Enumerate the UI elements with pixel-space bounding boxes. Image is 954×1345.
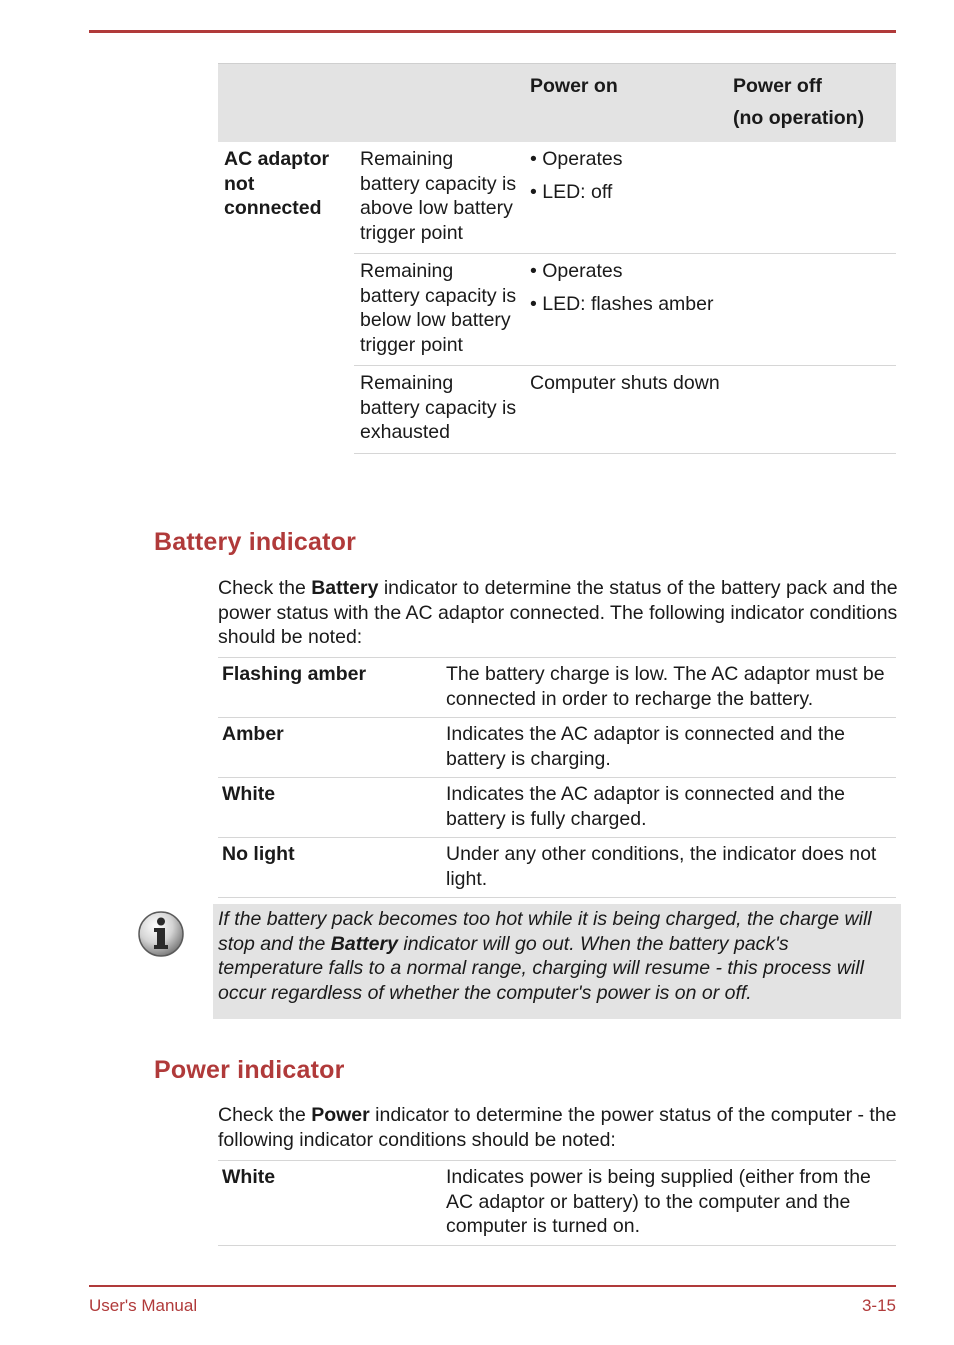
power-on-cell (524, 254, 727, 366)
power-off-cell (727, 142, 896, 254)
footer-rule (89, 1285, 896, 1287)
indicator-description: Indicates the AC adaptor is connected and the battery is charging. (442, 718, 896, 778)
battery-indicator-table (218, 657, 896, 898)
table-row (218, 658, 896, 718)
table-row (218, 718, 896, 778)
power-state-table (218, 63, 896, 454)
power-on-cell (524, 366, 727, 454)
footer-manual-title: User's Manual (89, 1296, 198, 1315)
power-off-cell (727, 254, 896, 366)
table-row (218, 142, 896, 254)
text-run: indicator to determine the power status of the computer - the following indicator conditions should be noted: (218, 1104, 897, 1151)
indicator-term: White (218, 778, 442, 838)
power-indicator-heading: Power indicator (154, 1056, 345, 1084)
text-run: Check the (218, 1104, 312, 1126)
indicator-term: Amber (218, 718, 442, 778)
power-on-cell (524, 142, 727, 254)
condition-cell: Remaining battery capacity is exhausted (354, 366, 524, 454)
condition-cell: Remaining battery capacity is below low battery trigger point (354, 254, 524, 366)
indicator-term: No light (218, 838, 442, 898)
header-cell-blank-1 (218, 64, 354, 143)
battery-intro-paragraph (218, 576, 898, 650)
table-header-row (218, 64, 896, 143)
header-power-off (727, 64, 896, 143)
bold-term: Battery (330, 932, 398, 955)
header-power-off-label: Power off (733, 75, 822, 97)
header-cell-blank-2 (354, 64, 524, 143)
power-on-item: • LED: flashes amber (530, 292, 714, 315)
header-power-off-sublabel: (no operation) (733, 107, 865, 129)
note-box (213, 904, 901, 1019)
power-indicator-table (218, 1160, 896, 1246)
battery-indicator-heading: Battery indicator (154, 528, 357, 556)
indicator-description: Indicates power is being supplied (either from the AC adaptor or battery) to the computer and the computer is turned on. (442, 1161, 896, 1246)
indicator-term: White (218, 1161, 442, 1246)
info-icon (137, 910, 185, 958)
header-power-on (524, 64, 727, 143)
text-run: indicator to determine the status of the battery pack and the power status with the AC adaptor connected. The following indicator conditions should be noted: (218, 577, 898, 648)
indicator-term: Flashing amber (218, 658, 442, 718)
condition-cell: Remaining battery capacity is above low battery trigger point (354, 142, 524, 254)
footer-page-number: 3-15 (861, 1296, 896, 1315)
text-run: Check the (218, 577, 312, 599)
row-group-label: AC adaptor not connected (224, 148, 330, 219)
table-row (218, 838, 896, 898)
power-on-item: • LED: off (530, 180, 613, 203)
indicator-description: Indicates the AC adaptor is connected and the battery is fully charged. (442, 778, 896, 838)
power-on-item: • Operates (530, 260, 623, 282)
text-run: indicator will go out. When the battery pack's temperature falls to a normal range, charging will resume - this process will occur regardless of whether the computer's power is on or off. (218, 932, 864, 1004)
bold-term: Power (311, 1104, 370, 1126)
power-intro-paragraph (218, 1103, 898, 1152)
text-run: If the battery pack becomes too hot while it is being charged, the charge will stop and the (218, 908, 872, 955)
header-power-on-label: Power on (530, 75, 618, 97)
power-on-item: Computer shuts down (530, 372, 720, 394)
indicator-description: The battery charge is low. The AC adaptor must be connected in order to recharge the battery. (442, 658, 896, 718)
power-on-item: • Operates (530, 148, 623, 170)
bold-term: Battery (311, 577, 379, 599)
power-off-cell (727, 366, 896, 454)
table-row (218, 778, 896, 838)
table-row (218, 1161, 896, 1246)
indicator-description: Under any other conditions, the indicator does not light. (442, 838, 896, 898)
header-rule (89, 30, 896, 33)
